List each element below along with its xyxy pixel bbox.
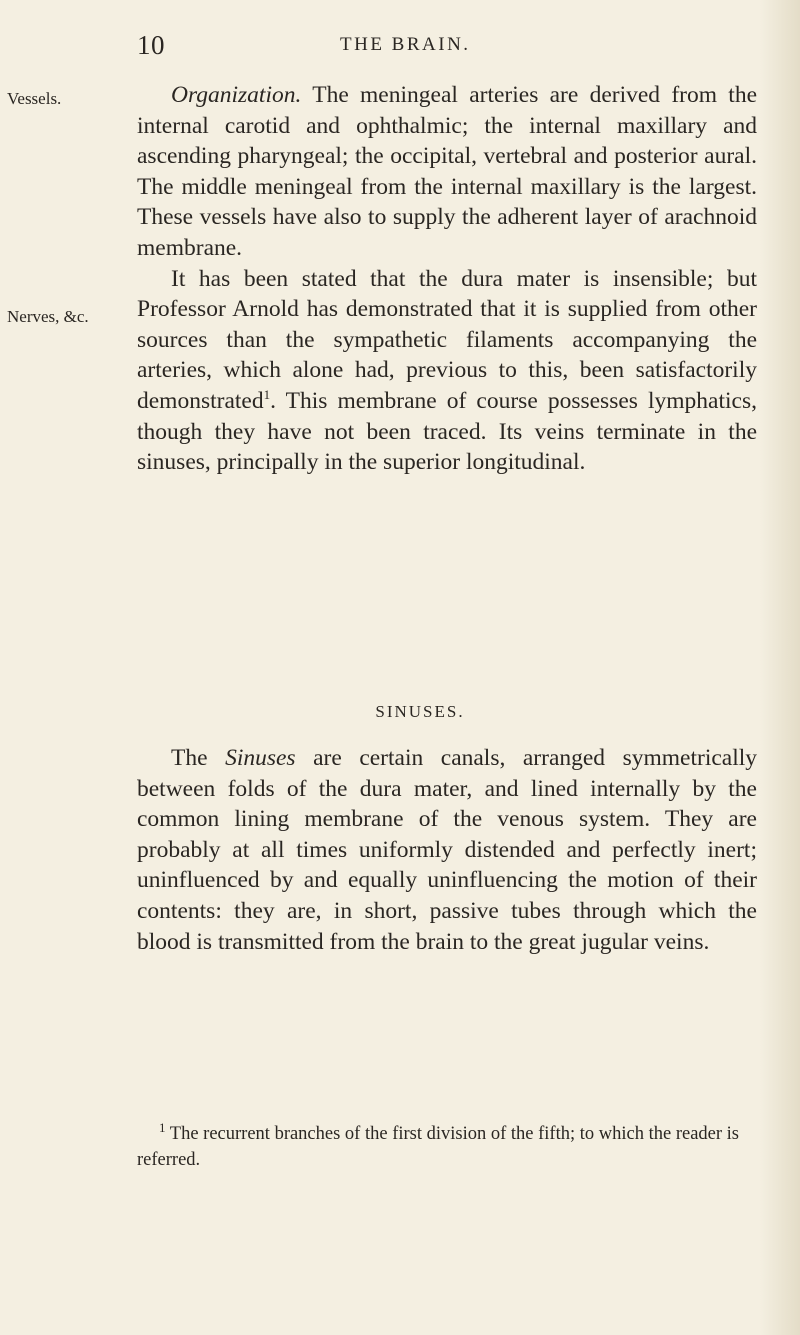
paragraph-sinuses (137, 743, 757, 957)
footnote-paragraph (137, 1121, 757, 1173)
running-head: THE BRAIN. (340, 34, 471, 55)
margin-note-nerves: Nerves, &c. (7, 307, 89, 326)
paragraph-nerves (137, 264, 757, 478)
main-text-top (137, 80, 757, 478)
section-heading-sinuses: SINUSES. (375, 702, 465, 721)
paragraph-nerves-text: It has been stated that the dura mater is insensible; but Professor Arnold has demonstrated that it is supplied from other sources than the sympathetic filaments accompanying the arteries, which alone had, previous to this, been satisfactorily demonstrated (137, 265, 757, 414)
term-sinuses: Sinuses (225, 745, 296, 771)
margin-note-vessels: Vessels. (7, 89, 62, 108)
footnote-reference: 1 (263, 387, 271, 403)
page-edge-shading (760, 0, 800, 1335)
lead-in-organization: Organization. (171, 82, 302, 108)
page-number: 10 (137, 30, 165, 60)
main-text-sinuses (137, 743, 757, 957)
paragraph-sinuses-text: are certain canals, arranged symmetrically between folds of the dura mater, and lined internally by the common lining membrane of the venous system. They are probably at all times uniformly distended and perfectly inert; uninfluenced by and equally uninfluencing the motion of their contents: they are, in short, passive tubes through which the blood is transmitted from the brain to the great jugular veins. (137, 745, 758, 955)
paragraph-sinuses-before: The (171, 745, 208, 771)
page-header (0, 30, 800, 60)
paragraph-organization-text: The meningeal arteries are derived from the internal carotid and ophthalmic; the internal maxillary and ascending pharyngeal; the occipital, vertebral and posterior aural. The middle meningeal from the internal maxillary is the largest. These vessels have also to supply the adherent layer of arachnoid membrane. (137, 82, 757, 261)
footnote (137, 1121, 757, 1173)
paragraph-nerves-text-continued: . This membrane of course possesses lymphatics, though they have not been traced. Its veins terminate in the sinuses, principally in the superior longitudinal. (137, 387, 757, 476)
paragraph-organization (137, 80, 757, 264)
footnote-text: The recurrent branches of the first division of the fifth; to which the reader is referred. (137, 1124, 739, 1170)
footnote-marker: 1 (159, 1119, 166, 1135)
